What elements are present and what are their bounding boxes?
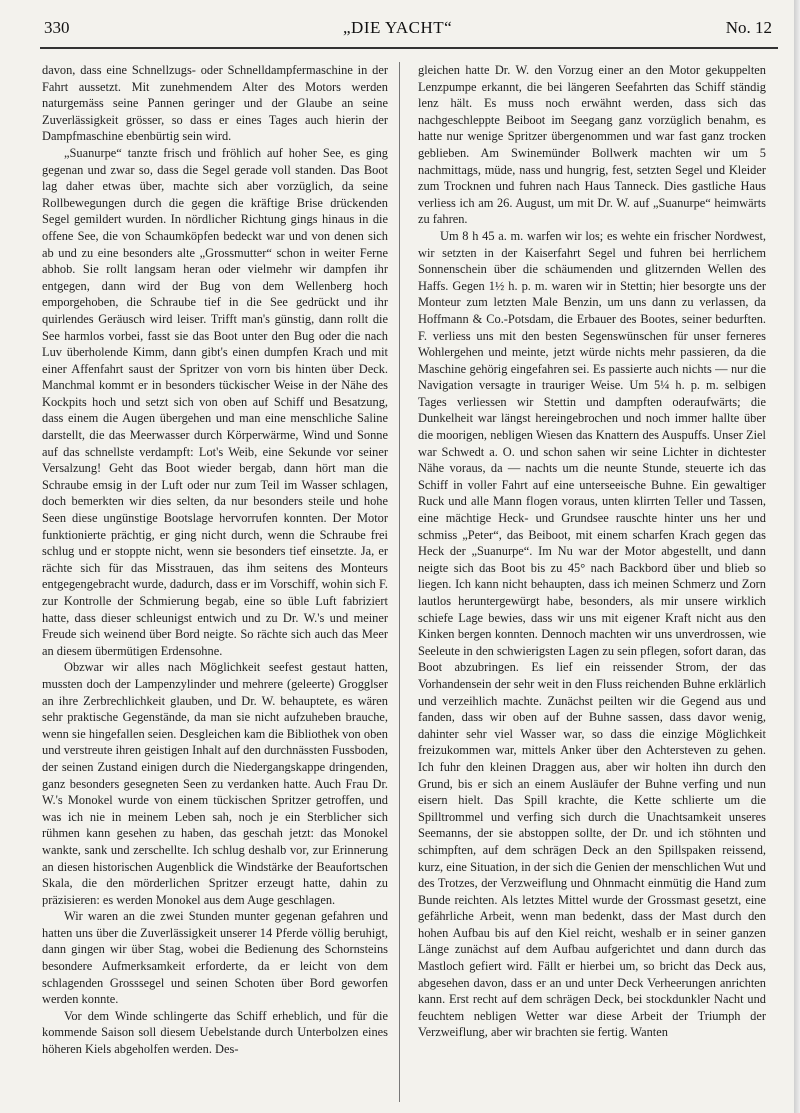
paragraph: davon, dass eine Schnellzugs- oder Schnelldampfermaschine in der Fahrt aussetzt. Mit zunehmendem Alter des Motors werden naturgemäss seine Pannen geringer und der Glaube an seine Zuverlässigkeit grösser, so dass er eines Tages auch hierin der Dampfmaschine ebenbürtig sein wird. [42, 63, 388, 144]
page-header [44, 18, 772, 44]
paragraph: Vor dem Winde schlingerte das Schiff erheblich, und für die kommende Saison soll diesem Uebelstande durch Unterbolzen eines höheren Kiels abgeholfen werden. Des- [42, 1008, 388, 1057]
column-divider [399, 62, 400, 1102]
left-column [42, 62, 388, 1058]
issue-number: No. 12 [725, 18, 772, 37]
page-number: 330 [44, 18, 70, 37]
right-column [418, 62, 766, 1041]
paragraph: „Suanurpe“ tanzte frisch und fröhlich auf hoher See, es ging gegenan und zwar so, dass die Segel gerade voll standen. Das Boot lag daher etwas über, machte sich aber vorzüglich, da seine Rollbewegungen durch die gegen die kräftige Brise drückenden Segel gemildert wurden. In nördlicher Richtung gings hinaus in die offene See, die von Schaumköpfen bedeckt war und von denen sich ab und zu eine besonders alte „Grossmutter“ schon in weiter Ferne abhob. Sie rollt langsam heran oder vielmehr wir dampfen ihr entgegen, dann wird der Bug von dem Wellenberg hoch emporgehoben, die Schraube tief in die See gedrückt und ihr quirlendes Geräusch wird leiser. Trifft man's günstig, dann rollt die See harmlos vorbei, fasst sie das Boot unter den Bug oder die nach Luv überholende Kimm, dann gibt's einen dumpfen Krach und mit einer Affenfahrt saust der Spritzer von vorn bis hinten über Deck. Manchmal kommt er in besonders tückischer Weise in der Nähe des Kockpits hoch und setzt sich von oben auf Schiff und Besatzung, dass einem die Augen übergehen und man eine menschliche Saline darstellt, die das Meerwasser durch Körperwärme, Wind und Sonne auf das schnellste verdampft: Lot's Weib, eine Sekunde vor seiner Versalzung! Geht das Boot wieder bergab, dann hört man die Schraube emsig in der Luft oder nur zum Teil im Wasser schlagen, doch bemerkten wir dies selten, da nur besonders steile und hohe Seen diese ungünstige Bootslage hervorrufen konnten. Der Motor funktionierte prächtig, er ging nicht durch, wenn die Schraube frei schlug und er stoppte nicht, wenn sie besonders tief einsetzte. Ja, er rächte sich für das Misstrauen, das ihm seitens des Monteurs entgegengebracht wurde, dadurch, dass er im Vorschiff, wohin sich F. zur Kontrolle der Schmierung begab, eine so üble Luft fabriziert hatte, dass dieser schleunigst entwich und zu Dr. W.'s und meiner Freude sich weinend über Bord neigte. So rächte sich auch das Meer an diesem übermütigen Erdensohne. [42, 145, 388, 658]
paragraph: Um 8 h 45 a. m. warfen wir los; es wehte ein frischer Nordwest, wir setzten in der Kaiserfahrt Segel und fuhren bei herrlichem Sonnenschein über die schäumenden und glitzernden Wellen des Haffs. Gegen 1½ h. p. m. waren wir in Stettin; hier besorgte uns der Monteur zum letzten Male Benzin, um uns dann zu verlassen, da Hoffmann & Co.-Potsdam, die Erbauer des Bootes, seiner bedurften. F. verliess uns mit den besten Segenswünschen für unser ferneres Wohlergehen und meinte, jetzt würde nichts mehr passieren, da die Maschine gehörig eingefahren sei. Es passierte auch nichts — nur die Navigation versagte in trauriger Weise. Um 5¼ h. p. m. selbigen Tages verliessen wir Stettin und dampften oderaufwärts; die Dunkelheit war längst hereingebrochen und noch immer hallte über die moorigen, nebligen Wiesen das Knattern des Auspuffs. Unser Ziel war Schwedt a. O. und schon sahen wir seine Lichter in dichtester Nähe voraus, da — nachts um die neunte Stunde, steuerte ich das Schiff in voller Fahrt auf eine unterseeische Buhne. Ein gewaltiger Ruck und alle Mann flogen voraus, unten klirrten Teller und Tassen, eine mächtige Heck- und Grundsee rauschte hinter uns her und schmiss „Peter“, das Beiboot, mit einem scharfen Krach gegen das Heck der „Suanurpe“. Im Nu war der Motor abgestellt, und dann neigte sich das Boot bis zu 45° nach Backbord über und blieb so liegen. Ich kann nicht behaupten, dass ich meinen Schmerz und Zorn lautlos heruntergewürgt habe, besonders, als mir unsere wirklich schiefe Lage bewies, dass wir uns mit eigener Kraft nicht aus den Kinken bergen konnten. Dennoch machten wir uns unverdrossen, wie Seeleute in den schwierigsten Lagen zu sein pflegen, sofort daran, das Boot abzubringen. Es lief ein reissender Strom, der das Vorhandensein der sehr weit in den Fluss reichenden Buhne erklärlich und verzeihlich machte. Zunächst peilten wir die Gegend aus und fanden, dass wir oben auf der Buhne sassen, dass davor wenig, dahinter sehr viel Wasser war, so dass die einzige Möglichkeit freizukommen war, mittels Anker über den Achtersteven zu gehen. Ich fuhr den kleinen Draggen aus, aber wir holten ihn durch den Grund, bis er sich an einem Ausläufer der Buhne verfing und nun eisern hielt. Das Spill krachte, die Kette schlierte um die Spilltrommel und verfing sich durch die Unachtsamkeit unseres Seemanns, der sie abstoppen sollte, der Dr. und ich stöhnten und schimpften, auf dem schrägen Deck an den Spillspaken reissend, kurz, eine Situation, in der sich die Genien der menschlichen Wut und des Trotzes, der Verzweiflung und Ohnmacht einmütig die Hand zum Bunde reichten. Als letztes Mittel wurde der Grossmast gesetzt, eine gefährliche Arbeit, wenn man bedenkt, dass der Mast durch den hohen Aufbau bis auf den Kiel reicht, weshalb er in seiner ganzen Länge zunächst auf dem Aufbau aufgerichtet und dann durch das Mastloch gefiert wird. Fällt er hierbei um, so bricht das Deck aus, abgesehen davon, dass er an und unter Deck Verheerungen anrichten kann. Erst recht auf dem schrägen Deck, bei stockdunkler Nacht und feuchtem nebligen Wetter war diese Arbeit der Triumph der Verzweiflung, aber wir brachten sie fertig. Wanten [418, 228, 766, 1040]
paragraph: Obzwar wir alles nach Möglichkeit seefest gestaut hatten, mussten doch der Lampenzylinder und mehrere (geleerte) Grogglser an ihre Zerbrechlichkeit glauben, und Dr. W. behauptete, es wären sehr praktische Gegenstände, da man sie nicht aufzuheben brauche, wenn sie hingefallen seien. Desgleichen kam die Bibliothek von oben und verstreute ihren geistigen Inhalt auf den durchnässten Fussboden, der seinen Zustand einigen durch die Niedergangskappe dringenden, ganz besonders gesegneten Seen zu verdanken hatte. Auch Frau Dr. W.'s Monokel wurde von einem tückischen Spritzer getroffen, und was ich nie in meinem Leben sah, noch je ein Sterblicher sich rühmen kann gesehen zu haben, das geschah jetzt: das Monokel wankte, sank und zerschellte. Ich schlug deshalb vor, zur Erinnerung an diesen historischen Augenblick die Windstärke der Beaufortschen Skala, die den mörderlichen Spritzer erzeugt hatte, dahin zu präzisieren: es werden Monokel aus dem Auge geschlagen. [42, 660, 388, 907]
journal-title: „DIE YACHT“ [343, 18, 453, 37]
header-rule [40, 47, 778, 49]
page-edge-shadow [794, 0, 800, 1113]
paragraph: Wir waren an die zwei Stunden munter gegenan gefahren und hatten uns über die Zuverlässigkeit unserer 14 Pferde völlig beruhigt, dann gingen wir über Stag, wobei die Bedienung des Schornsteins besondere Aufmerksamkeit erforderte, da er leicht von dem schlagenden Grosssegel und seinen Schoten über Bord geworfen werden konnte. [42, 909, 388, 1007]
paragraph: gleichen hatte Dr. W. den Vorzug einer an den Motor gekuppelten Lenzpumpe erkannt, die bei längeren Seefahrten das Schiff ständig lenz hält. Es muss noch erwähnt werden, dass sich das nachgeschleppte Beiboot im Seegang ganz vorzüglich benahm, es hatte nur wenige Spritzer übergenommen und war fast ganz trocken geblieben. Am Swinemünder Bollwerk machten wir um 5 nachmittags, müde, nass und hungrig, fest, setzten Segel und Kleider zum Trocknen und fuhren nach Haus Tanneck. Dies gastliche Haus verliess ich am 26. August, um mit Dr. W. auf „Suanurpe“ heimwärts zu fahren. [418, 63, 766, 227]
